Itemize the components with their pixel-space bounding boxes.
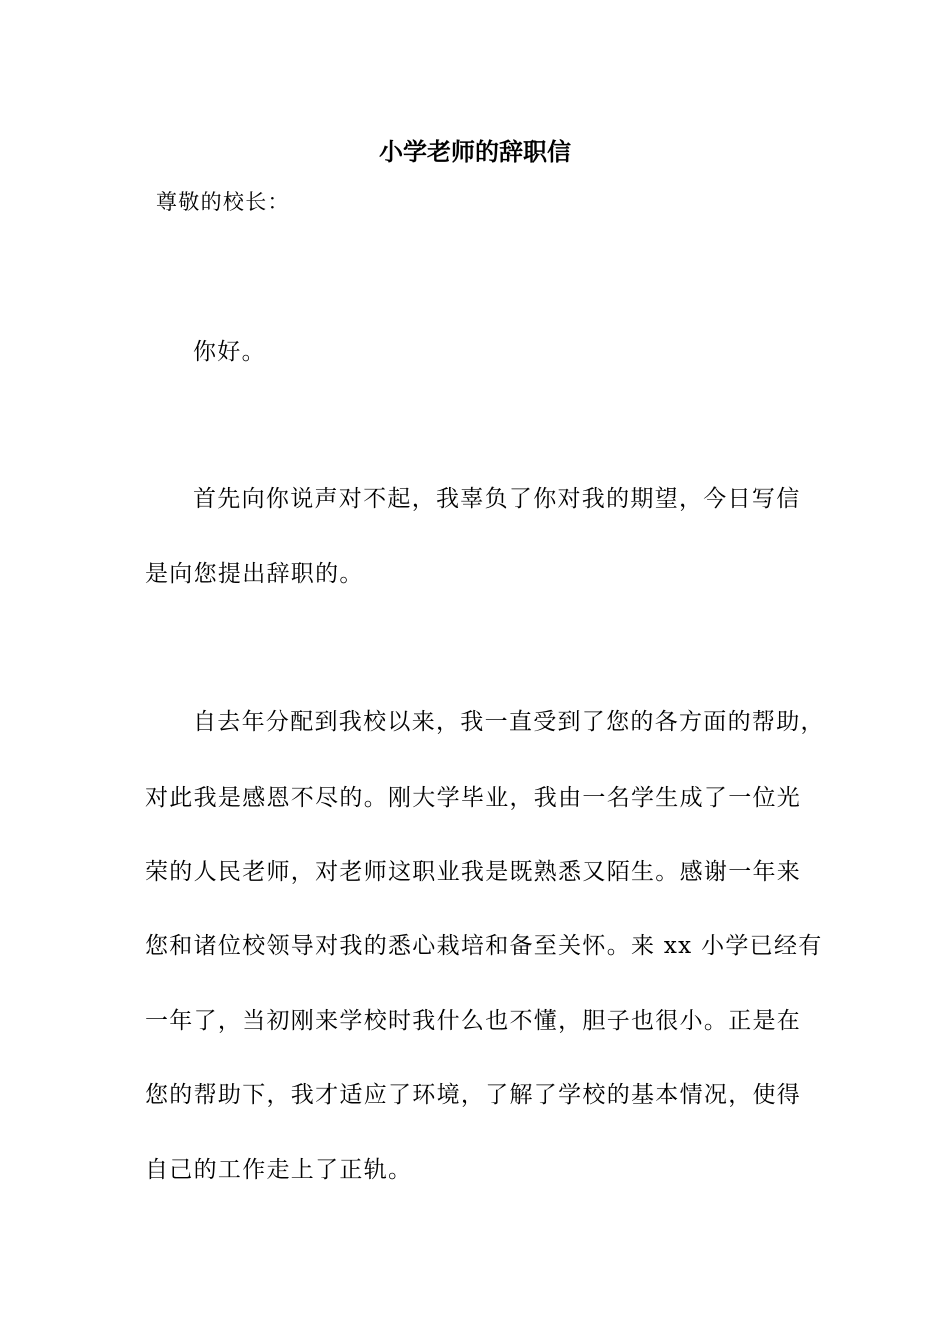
paragraph-2-line-3: 荣的人民老师，对老师这职业我是既熟悉又陌生。感谢一年来	[145, 859, 802, 885]
document-title: 小学老师的辞职信	[379, 137, 571, 166]
paragraph-1-line-2: 是向您提出辞职的。	[145, 561, 364, 587]
paragraph-2-line-1: 自去年分配到我校以来，我一直受到了您的各方面的帮助，	[193, 709, 825, 735]
paragraph-2-line-4: 您和诸位校领导对我的悉心栽培和备至关怀。来 xx 小学已经有	[145, 933, 823, 959]
paragraph-2-line-2: 对此我是感恩不尽的。刚大学毕业，我由一名学生成了一位光	[145, 785, 802, 811]
paragraph-2-line-5: 一年了，当初刚来学校时我什么也不懂，胆子也很小。正是在	[145, 1008, 802, 1034]
paragraph-1-line-1: 首先向你说声对不起，我辜负了你对我的期望，今日写信	[193, 486, 801, 512]
paragraph-2-line-6: 您的帮助下，我才适应了环境，了解了学校的基本情况，使得	[145, 1082, 802, 1108]
paragraph-2-line-7: 自己的工作走上了正轨。	[145, 1157, 413, 1183]
greeting: 你好。	[193, 339, 266, 365]
salutation: 尊敬的校长：	[156, 190, 290, 214]
